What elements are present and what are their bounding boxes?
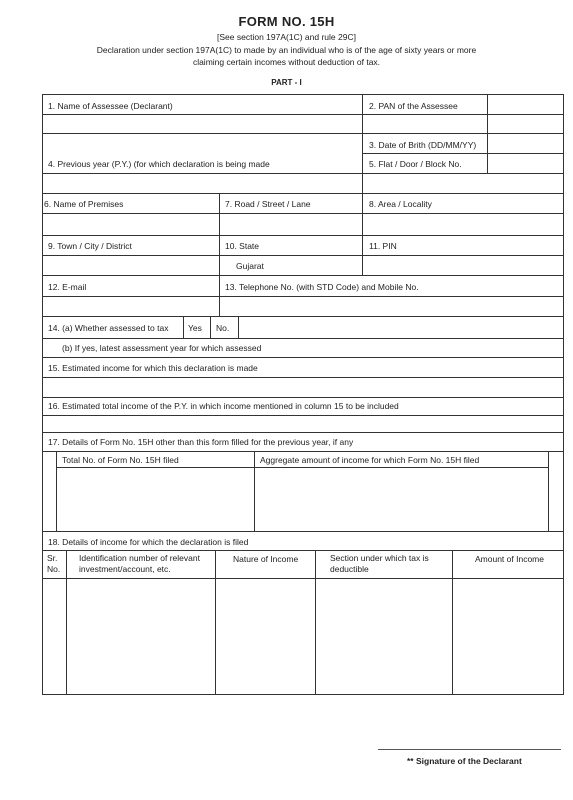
field-date-of-birth: 3. Date of Brith (DD/MM/YY): [369, 140, 477, 150]
part-heading: PART - I: [271, 78, 302, 87]
field-details-of-income: 18. Details of income for which the declaration is filed: [48, 537, 249, 547]
state-value[interactable]: Gujarat: [236, 261, 264, 271]
field-state: 10. State: [225, 241, 260, 251]
col-total-forms-filed: Total No. of Form No. 15H filed: [62, 455, 179, 465]
field-name-of-premises: 6. Name of Premises: [44, 199, 124, 209]
field-pin: 11. PIN: [369, 241, 397, 251]
signature-line: [378, 749, 561, 750]
col-section-tax-deductible: Section under which tax is deductible: [330, 553, 429, 574]
field-area-locality: 8. Area / Locality: [369, 199, 432, 209]
col-aggregate-amount: Aggregate amount of income for which Form No. 15H filed: [260, 455, 480, 465]
field-latest-assessment-year: (b) If yes, latest assessment year for which assessed: [62, 343, 262, 353]
form-description-line2: claiming certain incomes without deduction of tax.: [192, 57, 381, 67]
field-road-street: 7. Road / Street / Lane: [225, 199, 311, 209]
field-assessed-to-tax: 14. (a) Whether assessed to tax: [48, 323, 169, 333]
field-flat-door-block: 5. Flat / Door / Block No.: [369, 159, 462, 169]
form-subtitle: [See section 197A(1C) and rule 29C]: [217, 32, 356, 42]
field-estimated-total-income: 16. Estimated total income of the P.Y. in which income mentioned in column 15 to be included: [48, 401, 399, 411]
field-pan: 2. PAN of the Assessee: [369, 101, 458, 111]
form-description-line1: Declaration under section 197A(1C) to made by an individual who is of the age of sixty years or more: [96, 45, 477, 55]
col-sr-no: Sr. No.: [47, 553, 61, 574]
field-estimated-income: 15. Estimated income for which this declaration is made: [48, 363, 258, 373]
field-previous-year: 4. Previous year (P.Y.) (for which declaration is being made: [48, 159, 270, 169]
option-no[interactable]: No.: [216, 323, 230, 333]
col-identification-number: Identification number of relevant investment/account, etc.: [79, 553, 200, 574]
col-nature-of-income: Nature of Income: [233, 554, 299, 564]
signature-label: ** Signature of the Declarant: [407, 756, 522, 766]
field-town-city: 9. Town / City / District: [48, 241, 132, 251]
field-telephone: 13. Telephone No. (with STD Code) and Mobile No.: [225, 282, 419, 292]
option-yes[interactable]: Yes: [188, 323, 202, 333]
form-title: FORM NO. 15H: [238, 14, 335, 29]
col-amount-of-income: Amount of Income: [475, 554, 544, 564]
field-email: 12. E-mail: [48, 282, 87, 292]
field-details-form-15h: 17. Details of Form No. 15H other than this form filled for the previous year, if any: [48, 437, 354, 447]
field-name-of-assessee: 1. Name of Assessee (Declarant): [48, 101, 173, 111]
